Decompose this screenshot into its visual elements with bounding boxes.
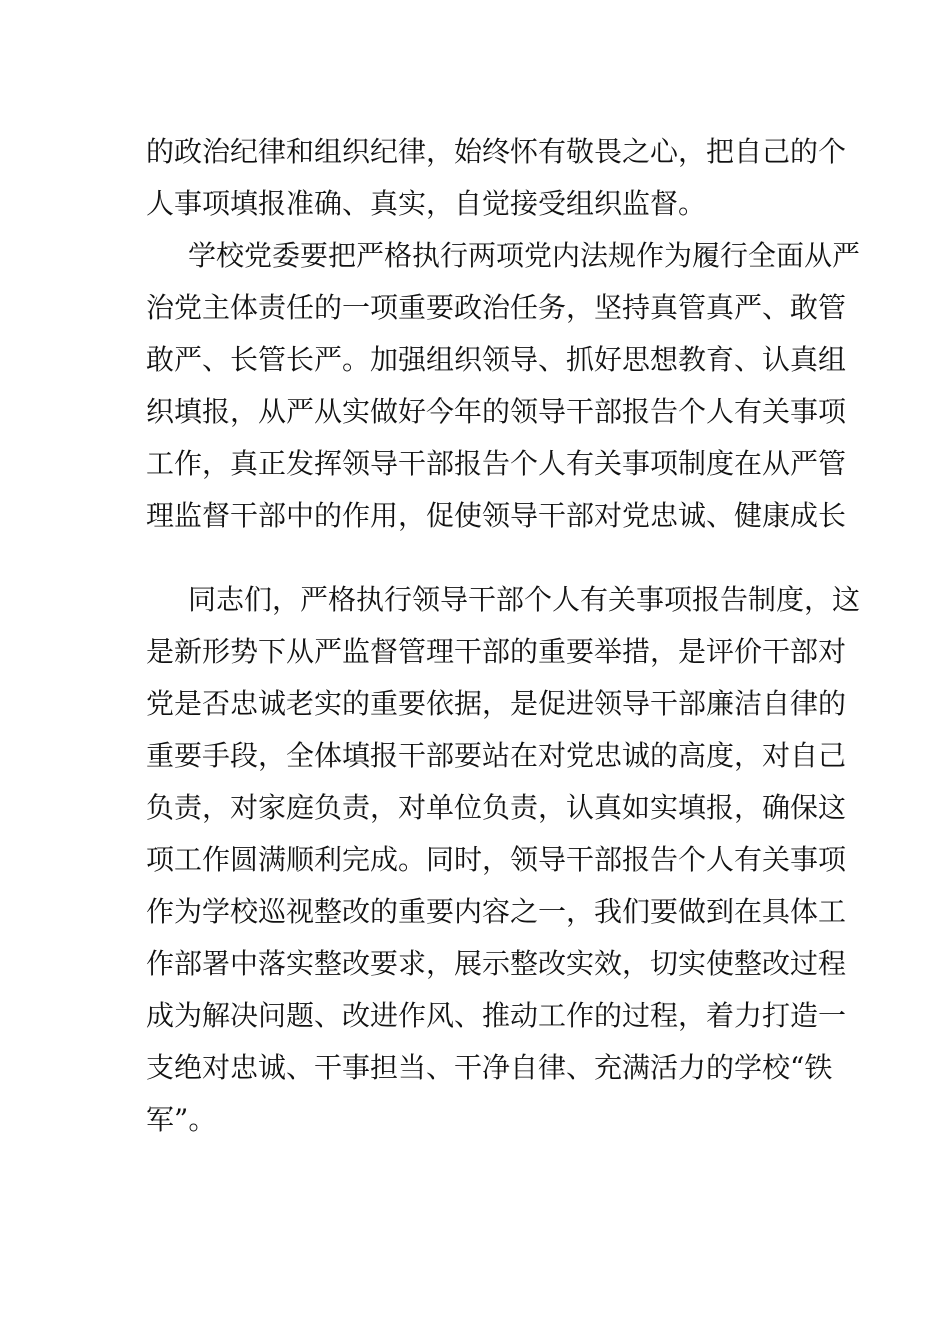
paragraph-3-line-10: 支绝对忠诚、干事担当、干净自律、充满活力的学校“铁 (146, 1051, 833, 1084)
paragraph-3-line-1: 同志们，严格执行领导干部个人有关事项报告制度，这 (188, 583, 861, 616)
paragraph-3 (146, 574, 861, 1146)
paragraph-3-line-3: 党是否忠诚老实的重要依据，是促进领导干部廉洁自律的 (146, 687, 847, 720)
paragraph-2-line-4: 织填报，从严从实做好今年的领导干部报告个人有关事项 (146, 395, 847, 428)
paragraph-3-line-7: 作为学校巡视整改的重要内容之一，我们要做到在具体工 (146, 895, 847, 928)
paragraph-1-line-2: 人事项填报准确、真实，自觉接受组织监督。 (146, 187, 707, 220)
paragraph-2-line-5: 工作，真正发挥领导干部报告个人有关事项制度在从严管 (146, 447, 847, 480)
paragraph-1 (146, 126, 847, 230)
paragraph-2 (146, 230, 861, 542)
paragraph-3-line-5: 负责，对家庭负责，对单位负责，认真如实填报，确保这 (146, 791, 847, 824)
paragraph-3-line-11: 军”。 (146, 1103, 217, 1136)
paragraph-3-line-6: 项工作圆满顺利完成。同时，领导干部报告个人有关事项 (146, 843, 847, 876)
paragraph-3-line-4: 重要手段，全体填报干部要站在对党忠诚的高度，对自己 (146, 739, 847, 772)
paragraph-2-line-1: 学校党委要把严格执行两项党内法规作为履行全面从严 (188, 239, 861, 272)
paragraph-1-line-1: 的政治纪律和组织纪律，始终怀有敬畏之心，把自己的个 (146, 135, 847, 168)
paragraph-2-line-6: 理监督干部中的作用，促使领导干部对党忠诚、健康成长 (146, 499, 847, 532)
paragraph-3-line-8: 作部署中落实整改要求，展示整改实效，切实使整改过程 (146, 947, 847, 980)
paragraph-2-line-3: 敢严、长管长严。加强组织领导、抓好思想教育、认真组 (146, 343, 847, 376)
paragraph-3-line-2: 是新形势下从严监督管理干部的重要举措，是评价干部对 (146, 635, 847, 668)
paragraph-3-line-9: 成为解决问题、改进作风、推动工作的过程，着力打造一 (146, 999, 847, 1032)
paragraph-2-line-2: 治党主体责任的一项重要政治任务，坚持真管真严、敢管 (146, 291, 847, 324)
